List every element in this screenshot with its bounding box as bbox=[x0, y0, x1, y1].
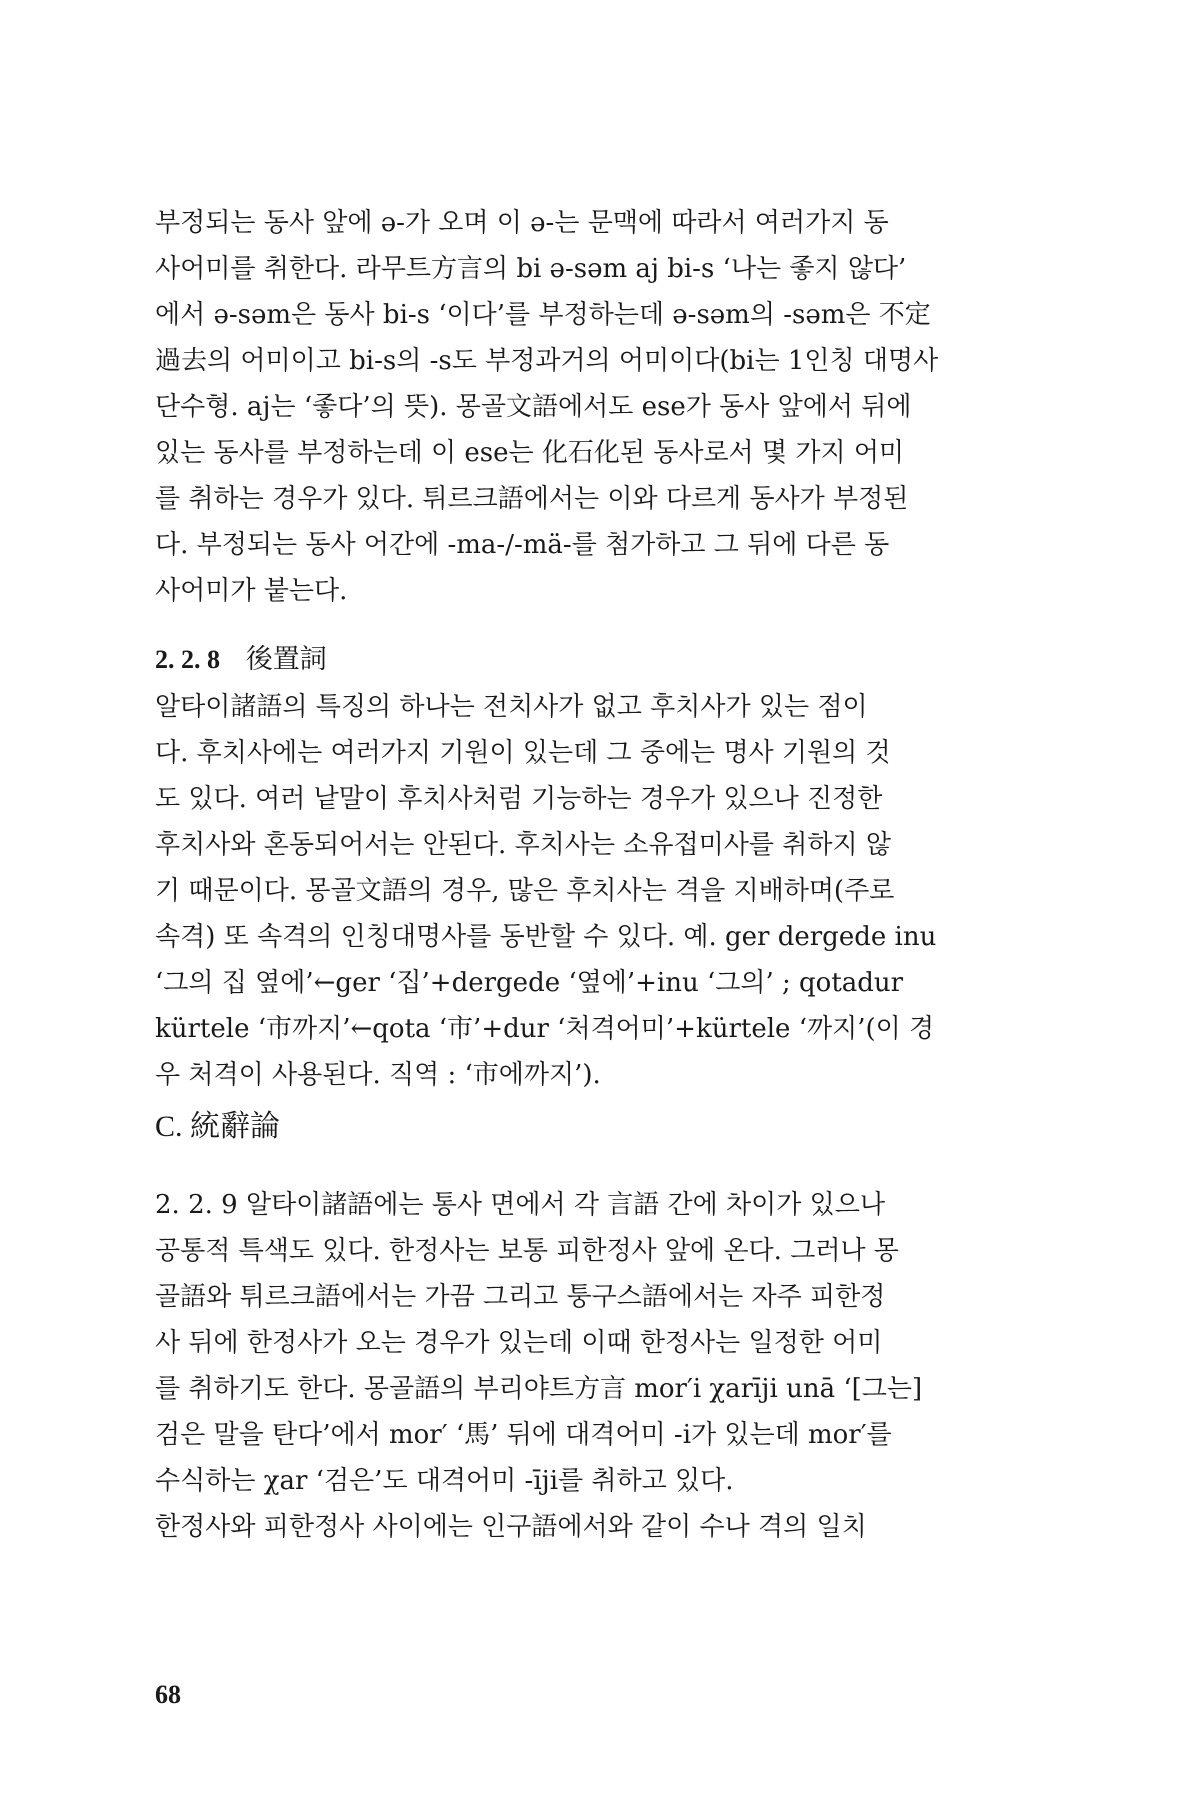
section-heading-c: C. 統辭論 bbox=[155, 1110, 281, 1143]
text-line: 사 뒤에 한정사가 오는 경우가 있는데 이때 한정사는 일정한 어미 bbox=[155, 1328, 883, 1358]
text-line: ‘그의 집 옆에’←ger ‘집’+dergede ‘옆에’+inu ‘그의’ ; qotadur bbox=[155, 968, 904, 998]
text-line: 후치사와 혼동되어서는 안된다. 후치사는 소유접미사를 취하지 않 bbox=[155, 830, 891, 860]
paragraph-3 bbox=[155, 1182, 970, 1550]
paragraph-1 bbox=[155, 200, 970, 614]
text-line: 다. 후치사에는 여러가지 기원이 있는데 그 중에는 명사 기원의 것 bbox=[155, 738, 891, 768]
text-line: 우 처격이 사용된다. 직역 : ‘市에까지’). bbox=[155, 1060, 601, 1090]
section-number: 2. 2. 8 bbox=[155, 645, 220, 674]
text-line: 공통적 특색도 있다. 한정사는 보통 피한정사 앞에 온다. 그러나 몽 bbox=[155, 1236, 899, 1266]
section-heading-2-2-8 bbox=[155, 640, 970, 680]
text-line: 에서 ə-səm은 동사 bi-s ‘이다’를 부정하는데 ə-səm의 -səm은 不定 bbox=[155, 300, 931, 330]
text-line: 한정사와 피한정사 사이에는 인구語에서와 같이 수나 격의 일치 bbox=[155, 1512, 867, 1542]
paragraph-2 bbox=[155, 684, 970, 1098]
text-line: 사어미가 붙는다. bbox=[155, 576, 348, 606]
text-line: 있는 동사를 부정하는데 이 ese는 化石化된 동사로서 몇 가지 어미 bbox=[155, 438, 905, 468]
text-line: 사어미를 취한다. 라무트方言의 bi ə-səm aj bi-s ‘나는 좋지 않다’ bbox=[155, 254, 907, 284]
text-line: 검은 말을 탄다’에서 mor′ ‘馬’ 뒤에 대격어미 -i가 있는데 mor′를 bbox=[155, 1420, 892, 1450]
section-title: 後置詞 bbox=[245, 644, 327, 675]
text-line: 다. 부정되는 동사 어간에 -ma-/-mä-를 첨가하고 그 뒤에 다른 동 bbox=[155, 530, 890, 560]
text-line: 도 있다. 여러 낱말이 후치사처럼 기능하는 경우가 있으나 진정한 bbox=[155, 784, 883, 814]
text-line: 를 취하는 경우가 있다. 튀르크語에서는 이와 다르게 동사가 부정된 bbox=[155, 484, 909, 514]
text-line: 골語와 튀르크語에서는 가끔 그리고 퉁구스語에서는 자주 피한정 bbox=[155, 1282, 886, 1312]
text-line: 속격) 또 속격의 인칭대명사를 동반할 수 있다. 예. ger dergede inu bbox=[155, 922, 937, 952]
text-line: 부정되는 동사 앞에 ə-가 오며 이 ə-는 문맥에 따라서 여러가지 동 bbox=[155, 208, 889, 238]
text-line: kürtele ‘市까지’←qota ‘市’+dur ‘처격어미’+kürtele ‘까지’(이 경 bbox=[155, 1014, 935, 1044]
text-line: 기 때문이다. 몽골文語의 경우, 많은 후치사는 격을 지배하며(주로 bbox=[155, 876, 895, 906]
text-line: 2. 2. 9 알타이諸語에는 통사 면에서 각 言語 간에 차이가 있으나 bbox=[155, 1190, 886, 1220]
text-line: 알타이諸語의 특징의 하나는 전치사가 없고 후치사가 있는 점이 bbox=[155, 692, 868, 722]
text-line: 단수형. aj는 ‘좋다’의 뜻). 몽골文語에서도 ese가 동사 앞에서 뒤에 bbox=[155, 392, 912, 422]
text-line: 수식하는 χar ‘검은’도 대격어미 -īji를 취하고 있다. bbox=[155, 1466, 734, 1496]
page-number: 68 bbox=[155, 1680, 181, 1709]
text-line: 過去의 어미이고 bi-s의 -s도 부정과거의 어미이다(bi는 1인칭 대명사 bbox=[155, 346, 939, 376]
text-line: 를 취하기도 한다. 몽골語의 부리야트方言 mor′i χarīji unā ‘[그는] bbox=[155, 1374, 923, 1404]
